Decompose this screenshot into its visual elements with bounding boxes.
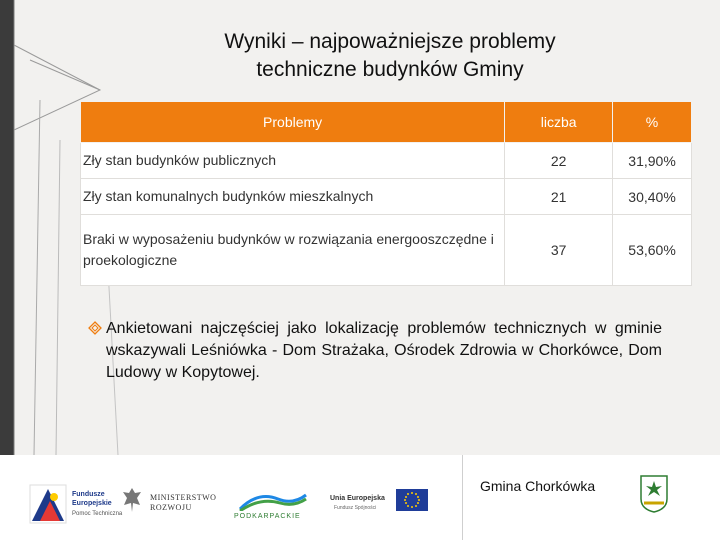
min-line2: ROZWOJU [150,503,192,512]
min-line1: MINISTERSTWO [150,493,217,502]
problem-cell: Zły stan komunalnych budynków mieszkalnych [81,179,505,215]
bullet-text: Ankietowani najczęściej jako lokalizację problemów technicznych w gminie wskazywali Leśniówka - Dom Strażaka, Ośrodek Zdrowia w Chorkówce, Dom Ludowy w Kopytowej. [106,320,662,381]
count-cell: 37 [505,215,613,286]
bullet-paragraph [88,318,662,384]
footer-divider [462,455,463,540]
percent-cell: 31,90% [613,143,692,179]
header-problemy: Problemy [81,102,505,143]
footer-logos-bar [0,455,720,540]
fundusze-europejskie-logo [28,483,128,527]
pk-label: PODKARPACKIE [234,513,301,520]
count-cell: 21 [505,179,613,215]
podkarpackie-logo [234,489,310,529]
count-cell: 22 [505,143,613,179]
header-liczba: liczba [505,102,613,143]
slide-title [100,28,680,84]
percent-cell: 53,60% [613,215,692,286]
slide-title-line2: techniczne budynków Gminy [256,58,524,81]
table-row [81,215,692,286]
problems-table [80,101,692,286]
ministerstwo-rozwoju-logo [120,485,230,521]
unia-europejska-logo [330,487,430,521]
eu-line1: Unia Europejska [330,495,385,502]
header-percent: % [613,102,692,143]
eu-line2: Fundusz Spójności [334,505,377,511]
eagle-icon [120,485,144,515]
fe-line1: Fundusze [72,491,105,498]
problem-cell: Braki w wyposażeniu budynków w rozwiązania energooszczędne i proekologiczne [81,215,505,286]
fe-flag-icon [28,483,68,525]
gmina-crest-icon [640,475,668,513]
fe-line3: Pomoc Techniczna [72,511,123,517]
percent-cell: 30,40% [613,179,692,215]
fe-line2: Europejskie [72,500,112,507]
problem-cell: Zły stan budynków publicznych [81,143,505,179]
eu-flag-icon [396,489,428,511]
slide-title-line1: Wyniki – najpoważniejsze problemy [224,30,556,53]
left-sidebar-bar [0,0,14,455]
table-row [81,179,692,215]
gmina-label: Gmina Chorkówka [480,478,596,494]
diamond-bullet-icon [88,321,102,335]
table-header-row [81,102,692,143]
podkarpackie-waves-icon [238,489,308,511]
table-row [81,143,692,179]
